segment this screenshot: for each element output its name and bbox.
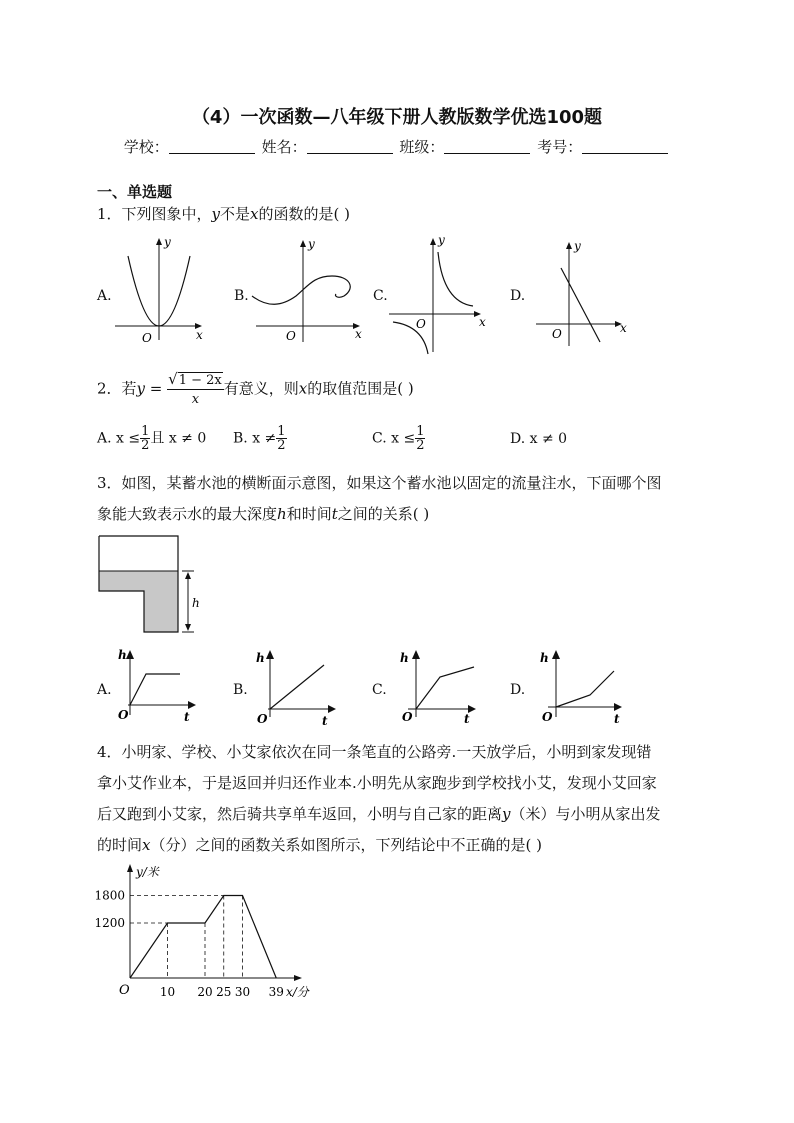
q2-option-c[interactable]: [372, 425, 425, 452]
question-1-stem: [97, 199, 697, 230]
den: 2: [277, 438, 286, 453]
t-arrow-icon: [188, 701, 196, 709]
x-label: x: [355, 327, 362, 341]
q1-option-a-label[interactable]: A.: [97, 288, 112, 304]
q4-line-4: [97, 830, 697, 861]
q4-var-y: y: [502, 805, 511, 823]
q3-line-1: 3．如图，某蓄水池的横断面示意图，如果这个蓄水池以固定的流量注水，下面哪个图: [97, 474, 662, 492]
h-arrow-icon: [266, 650, 274, 659]
number-blank[interactable]: [582, 139, 668, 154]
q2-optc-half: [415, 425, 425, 452]
q3-option-a-label[interactable]: A.: [97, 682, 112, 698]
h-arrow-down-icon: [185, 624, 191, 631]
y-arrow-icon: [566, 242, 572, 249]
sqrt-icon: √: [168, 370, 178, 388]
q2-opta-pre: A. x ≤: [97, 430, 141, 447]
y-tick-1200: 1200: [94, 916, 125, 930]
q4-distance-time-chart: [92, 862, 322, 1012]
q1-graph-c: [385, 230, 495, 358]
q1-graph-b: [250, 232, 370, 352]
name-label: 姓名：: [261, 138, 307, 156]
q4-line3-a: 后又跑到小艾家，然后骑共享单车返回，小明与自己家的距离: [97, 805, 503, 823]
q3-line2-c: 之间的关系( ): [337, 505, 430, 523]
class-blank[interactable]: [444, 139, 530, 154]
q4-line-2: 拿小艾作业本，于是返回并归还作业本.小明先从家跑步到学校找小艾，发现小艾回家: [97, 774, 657, 792]
graph-line: [416, 667, 474, 709]
origin-label: O: [257, 712, 268, 726]
q4-line-3: [97, 799, 697, 830]
origin-label: O: [142, 331, 152, 345]
distance-series-line: [130, 896, 276, 979]
number-label: 考号：: [537, 138, 583, 156]
q1-var-x: x: [250, 205, 259, 223]
q3-var-t: t: [331, 505, 338, 523]
q2-eq: =: [145, 379, 168, 398]
student-info-line: [0, 136, 794, 157]
den: 2: [141, 438, 150, 453]
h-arrow-icon: [412, 650, 420, 659]
q2-opta-half: [140, 425, 150, 452]
x-arrow-icon: [294, 975, 302, 981]
x-axis-label: x/分: [286, 985, 309, 999]
x-tick-25: 25: [216, 985, 232, 999]
q3-graph-d: [538, 645, 634, 727]
y-tick-1800: 1800: [94, 888, 125, 903]
q1-graph-d: [532, 236, 632, 350]
t-label: t: [184, 710, 190, 724]
q1-option-b-label[interactable]: B.: [234, 288, 249, 304]
school-blank[interactable]: [169, 139, 255, 154]
page-title: （4）一次函数—八年级下册人教版数学优选100题: [191, 107, 603, 128]
q2-optc-pre: C. x ≤: [372, 430, 416, 447]
y-arrow-icon: [430, 238, 436, 245]
section-title: 一、单选题: [97, 183, 173, 201]
h-label: h: [400, 651, 409, 665]
y-arrow-icon: [127, 864, 133, 872]
y-arrow-icon: [156, 238, 162, 245]
q1-text-a: 1．下列图象中，: [97, 205, 212, 223]
q1-var-y: y: [211, 205, 221, 223]
x-tick-39: 39: [268, 985, 284, 999]
question-2-stem: [97, 370, 697, 407]
q1-option-c-label[interactable]: C.: [373, 288, 388, 304]
q1-option-d-label[interactable]: D.: [510, 288, 526, 304]
h-label: h: [540, 651, 549, 665]
origin-label: O: [119, 983, 130, 998]
q3-line-2: [97, 499, 697, 530]
y-arrow-icon: [300, 240, 306, 247]
origin-label: O: [552, 327, 562, 341]
graph-line: [130, 674, 180, 705]
q2-optb-half: [276, 425, 286, 452]
t-arrow-icon: [614, 703, 622, 711]
question-4-stem: [97, 737, 697, 861]
origin-label: O: [416, 317, 426, 331]
q2-var-y: y: [136, 379, 146, 398]
h-label: h: [256, 651, 265, 665]
t-label: t: [322, 714, 328, 728]
h-label: h: [192, 596, 200, 610]
name-blank[interactable]: [307, 139, 393, 154]
h-label: h: [118, 648, 127, 662]
q3-graph-a: [114, 645, 204, 727]
origin-label: O: [402, 710, 413, 724]
q3-graph-b: [254, 645, 344, 727]
q2-denominator: x: [191, 392, 200, 407]
q1-text-c: 的函数的是( ): [258, 205, 350, 223]
x-label: x: [479, 315, 486, 329]
class-label: 班级：: [399, 138, 445, 156]
x-label: x: [196, 328, 203, 342]
t-label: t: [614, 712, 620, 726]
q4-line3-b: （米）与小明从家出发: [510, 805, 661, 823]
h-arrow-icon: [552, 650, 560, 659]
q2-text-b: 有意义，则: [223, 379, 299, 398]
water-fill: [99, 571, 178, 632]
x-tick-20: 20: [197, 985, 213, 999]
q2-option-d[interactable]: D. x ≠ 0: [510, 431, 568, 447]
q1-text-b: 不是: [220, 205, 251, 223]
q2-option-b[interactable]: [233, 425, 287, 452]
school-label: 学校：: [123, 138, 169, 156]
x-tick-10: 10: [159, 985, 176, 999]
q4-line-1: 4．小明家、学校、小艾家依次在同一条笔直的公路旁.一天放学后，小明到家发现错: [97, 743, 652, 761]
origin-label: O: [286, 329, 296, 343]
question-3-stem: [97, 468, 697, 530]
y-label: y: [574, 239, 581, 253]
num: 1: [141, 424, 150, 439]
q2-opta-post: 且 x ≠ 0: [150, 430, 207, 447]
y-label: y: [438, 233, 445, 247]
h-arrow-up-icon: [185, 572, 191, 579]
h-arrow-icon: [126, 650, 134, 659]
q2-option-a[interactable]: [97, 425, 206, 452]
y-label: y: [308, 237, 315, 251]
q3-option-c-label[interactable]: C.: [372, 682, 387, 698]
den: 2: [416, 438, 425, 453]
q3-option-b-label[interactable]: B.: [233, 682, 248, 698]
q2-text-a: 2．若: [97, 379, 137, 398]
hyperbola-branch-1: [438, 252, 473, 306]
x-label: x: [620, 321, 627, 335]
q4-var-x: x: [142, 836, 151, 854]
origin-label: O: [542, 710, 553, 724]
q2-optb-pre: B. x ≠: [233, 430, 277, 447]
straight-line: [561, 268, 600, 342]
q4-line4-b: （分）之间的函数关系如图所示，下列结论中不正确的是( ): [150, 836, 542, 854]
q3-option-d-label[interactable]: D.: [510, 682, 526, 698]
t-label: t: [464, 712, 470, 726]
y-axis-label: y/米: [136, 865, 159, 879]
q2-fraction: [167, 370, 224, 407]
q2-sqrt-content: 1 − 2x: [178, 373, 222, 388]
graph-line: [270, 665, 324, 709]
x-tick-30: 30: [234, 985, 251, 999]
origin-label: O: [118, 708, 129, 722]
q3-reservoir-diagram: [96, 535, 216, 640]
s-curve: [252, 276, 350, 304]
q3-var-h: h: [277, 505, 287, 523]
q3-graph-c: [398, 645, 488, 727]
num: 1: [277, 424, 286, 439]
q3-line2-a: 象能大致表示水的最大深度: [97, 505, 278, 523]
q4-line4-a: 的时间: [97, 836, 143, 854]
num: 1: [416, 424, 425, 439]
q1-graph-a: [110, 230, 210, 350]
q2-text-c: 的取值范围是( ): [307, 379, 414, 398]
q3-line2-b: 和时间: [286, 505, 332, 523]
t-arrow-icon: [328, 705, 336, 713]
y-label: y: [164, 235, 171, 249]
graph-line: [556, 671, 614, 707]
q2-var-x: x: [298, 379, 308, 398]
